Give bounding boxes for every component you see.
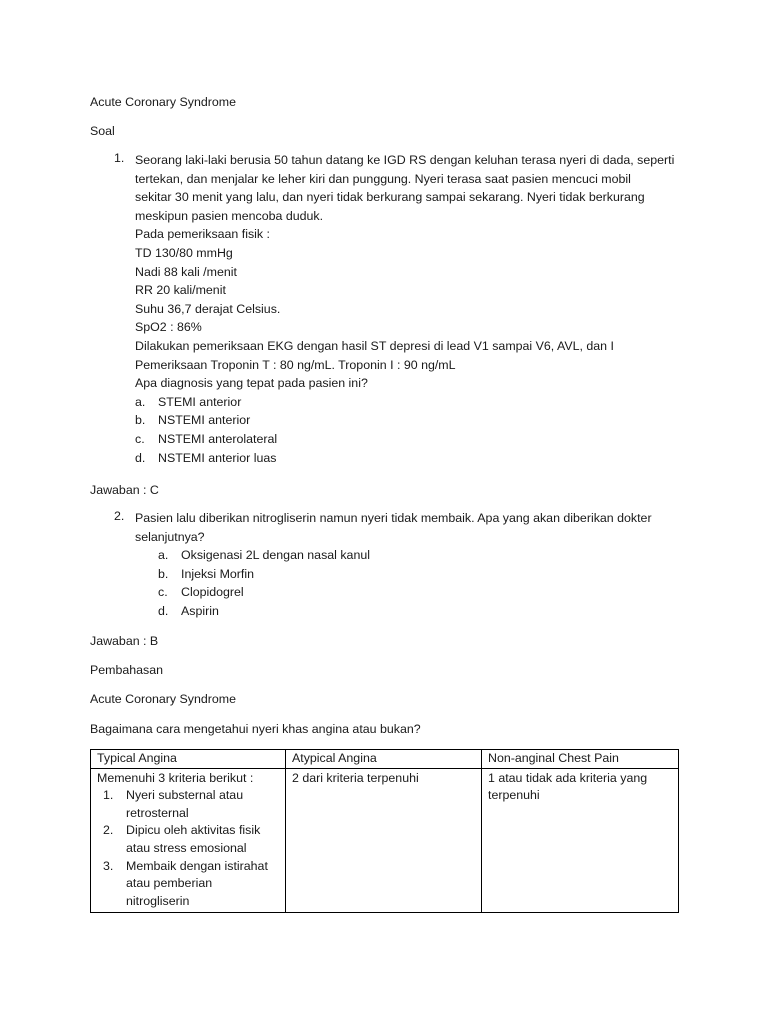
question-text-line: Seorang laki-laki berusia 50 tahun datang ke IGD RS dengan keluhan terasa nyeri di dada, seperti	[135, 153, 675, 167]
non-anginal-cell	[482, 768, 679, 913]
criterion-line: Dipicu oleh aktivitas fisik	[126, 823, 261, 838]
option-text: NSTEMI anterior luas	[158, 450, 277, 465]
option-text: Aspirin	[181, 603, 219, 618]
option-letter: c.	[158, 585, 168, 600]
option-text: Injeksi Morfin	[181, 566, 254, 581]
criterion-number: 3.	[103, 858, 114, 873]
answer-option	[135, 449, 675, 468]
option-text: Clopidogrel	[181, 585, 244, 600]
question-heading: Bagaimana cara mengetahui nyeri khas angina atau bukan?	[90, 722, 421, 736]
option-letter: a.	[135, 394, 146, 409]
question-text-line: Pasien lalu diberikan nitrogliserin namun nyeri tidak membaik. Apa yang akan diberikan dokter	[135, 511, 652, 525]
header-non-anginal: Non-anginal Chest Pain	[482, 750, 679, 769]
typical-cell	[91, 768, 286, 913]
criterion-item	[97, 858, 279, 911]
question-number: 1.	[114, 151, 125, 165]
answer-option	[158, 602, 698, 621]
criterion-line: atau stress emosional	[126, 840, 247, 855]
option-letter: b.	[135, 413, 146, 428]
option-letter: c.	[135, 431, 145, 446]
table-row	[91, 768, 679, 913]
option-letter: b.	[158, 566, 169, 581]
answer-option	[158, 565, 698, 584]
question-text-line: Pemeriksaan Troponin T : 80 ng/mL. Troponin I : 90 ng/mL	[135, 357, 456, 372]
question-text-line: sekitar 30 menit yang lalu, dan nyeri tidak berkurang sampai sekarang. Nyeri tidak berkurang	[135, 190, 645, 205]
angina-table	[90, 749, 679, 913]
question-text-line: meskipun pasien mencoba duduk.	[135, 208, 324, 223]
section-soal: Soal	[90, 124, 115, 138]
answer-2: Jawaban : B	[90, 634, 159, 648]
option-letter: a.	[158, 548, 169, 563]
non-anginal-line: 1 atau tidak ada kriteria yang	[488, 770, 648, 785]
section-subtitle: Acute Coronary Syndrome	[90, 692, 237, 706]
question-text-line: Nadi 88 kali /menit	[135, 264, 237, 279]
question-text-line: Apa diagnosis yang tepat pada pasien ini?	[135, 376, 368, 391]
question-text-line: tertekan, dan menjalar ke leher kiri dan punggung. Nyeri terasa saat pasien mencuci mobil	[135, 171, 631, 186]
question-text-line: SpO2 : 86%	[135, 320, 202, 335]
option-text: NSTEMI anterolateral	[158, 431, 278, 446]
criterion-item	[97, 822, 279, 857]
question-text-line: Pada pemeriksaan fisik :	[135, 227, 270, 242]
criterion-line: retrosternal	[126, 805, 189, 820]
answer-option	[135, 430, 675, 449]
non-anginal-line: terpenuhi	[488, 788, 540, 803]
criterion-item	[97, 787, 279, 822]
header-atypical-angina: Atypical Angina	[286, 750, 482, 769]
option-letter: d.	[158, 603, 169, 618]
question-text-line: TD 130/80 mmHg	[135, 245, 233, 260]
answer-option	[158, 583, 698, 602]
criterion-line: atau pemberian	[126, 876, 213, 891]
question-text-line: Dilakukan pemeriksaan EKG dengan hasil ST depresi di lead V1 sampai V6, AVL, dan I	[135, 338, 614, 353]
question-text-line: RR 20 kali/menit	[135, 283, 226, 298]
document-title: Acute Coronary Syndrome	[90, 95, 237, 109]
criterion-line: nitrogliserin	[126, 893, 190, 908]
option-text: NSTEMI anterior	[158, 413, 251, 428]
question-text-line: Suhu 36,7 derajat Celsius.	[135, 301, 281, 316]
typical-intro: Memenuhi 3 kriteria berikut :	[97, 770, 254, 785]
question-number: 2.	[114, 509, 125, 523]
option-text: STEMI anterior	[158, 394, 242, 409]
criterion-line: Nyeri substernal atau	[126, 788, 244, 803]
section-pembahasan: Pembahasan	[90, 663, 164, 677]
answer-option	[135, 393, 675, 412]
answer-option	[158, 546, 698, 565]
header-typical-angina: Typical Angina	[91, 750, 286, 769]
criterion-number: 2.	[103, 823, 114, 838]
answer-1: Jawaban : C	[90, 483, 159, 497]
atypical-cell: 2 dari kriteria terpenuhi	[286, 768, 482, 913]
table-header-row	[91, 750, 679, 769]
option-text: Oksigenasi 2L dengan nasal kanul	[181, 548, 370, 563]
criterion-line: Membaik dengan istirahat	[126, 858, 268, 873]
option-letter: d.	[135, 450, 146, 465]
answer-option	[135, 411, 675, 430]
criterion-number: 1.	[103, 788, 114, 803]
question-text-line: selanjutnya?	[135, 529, 205, 544]
